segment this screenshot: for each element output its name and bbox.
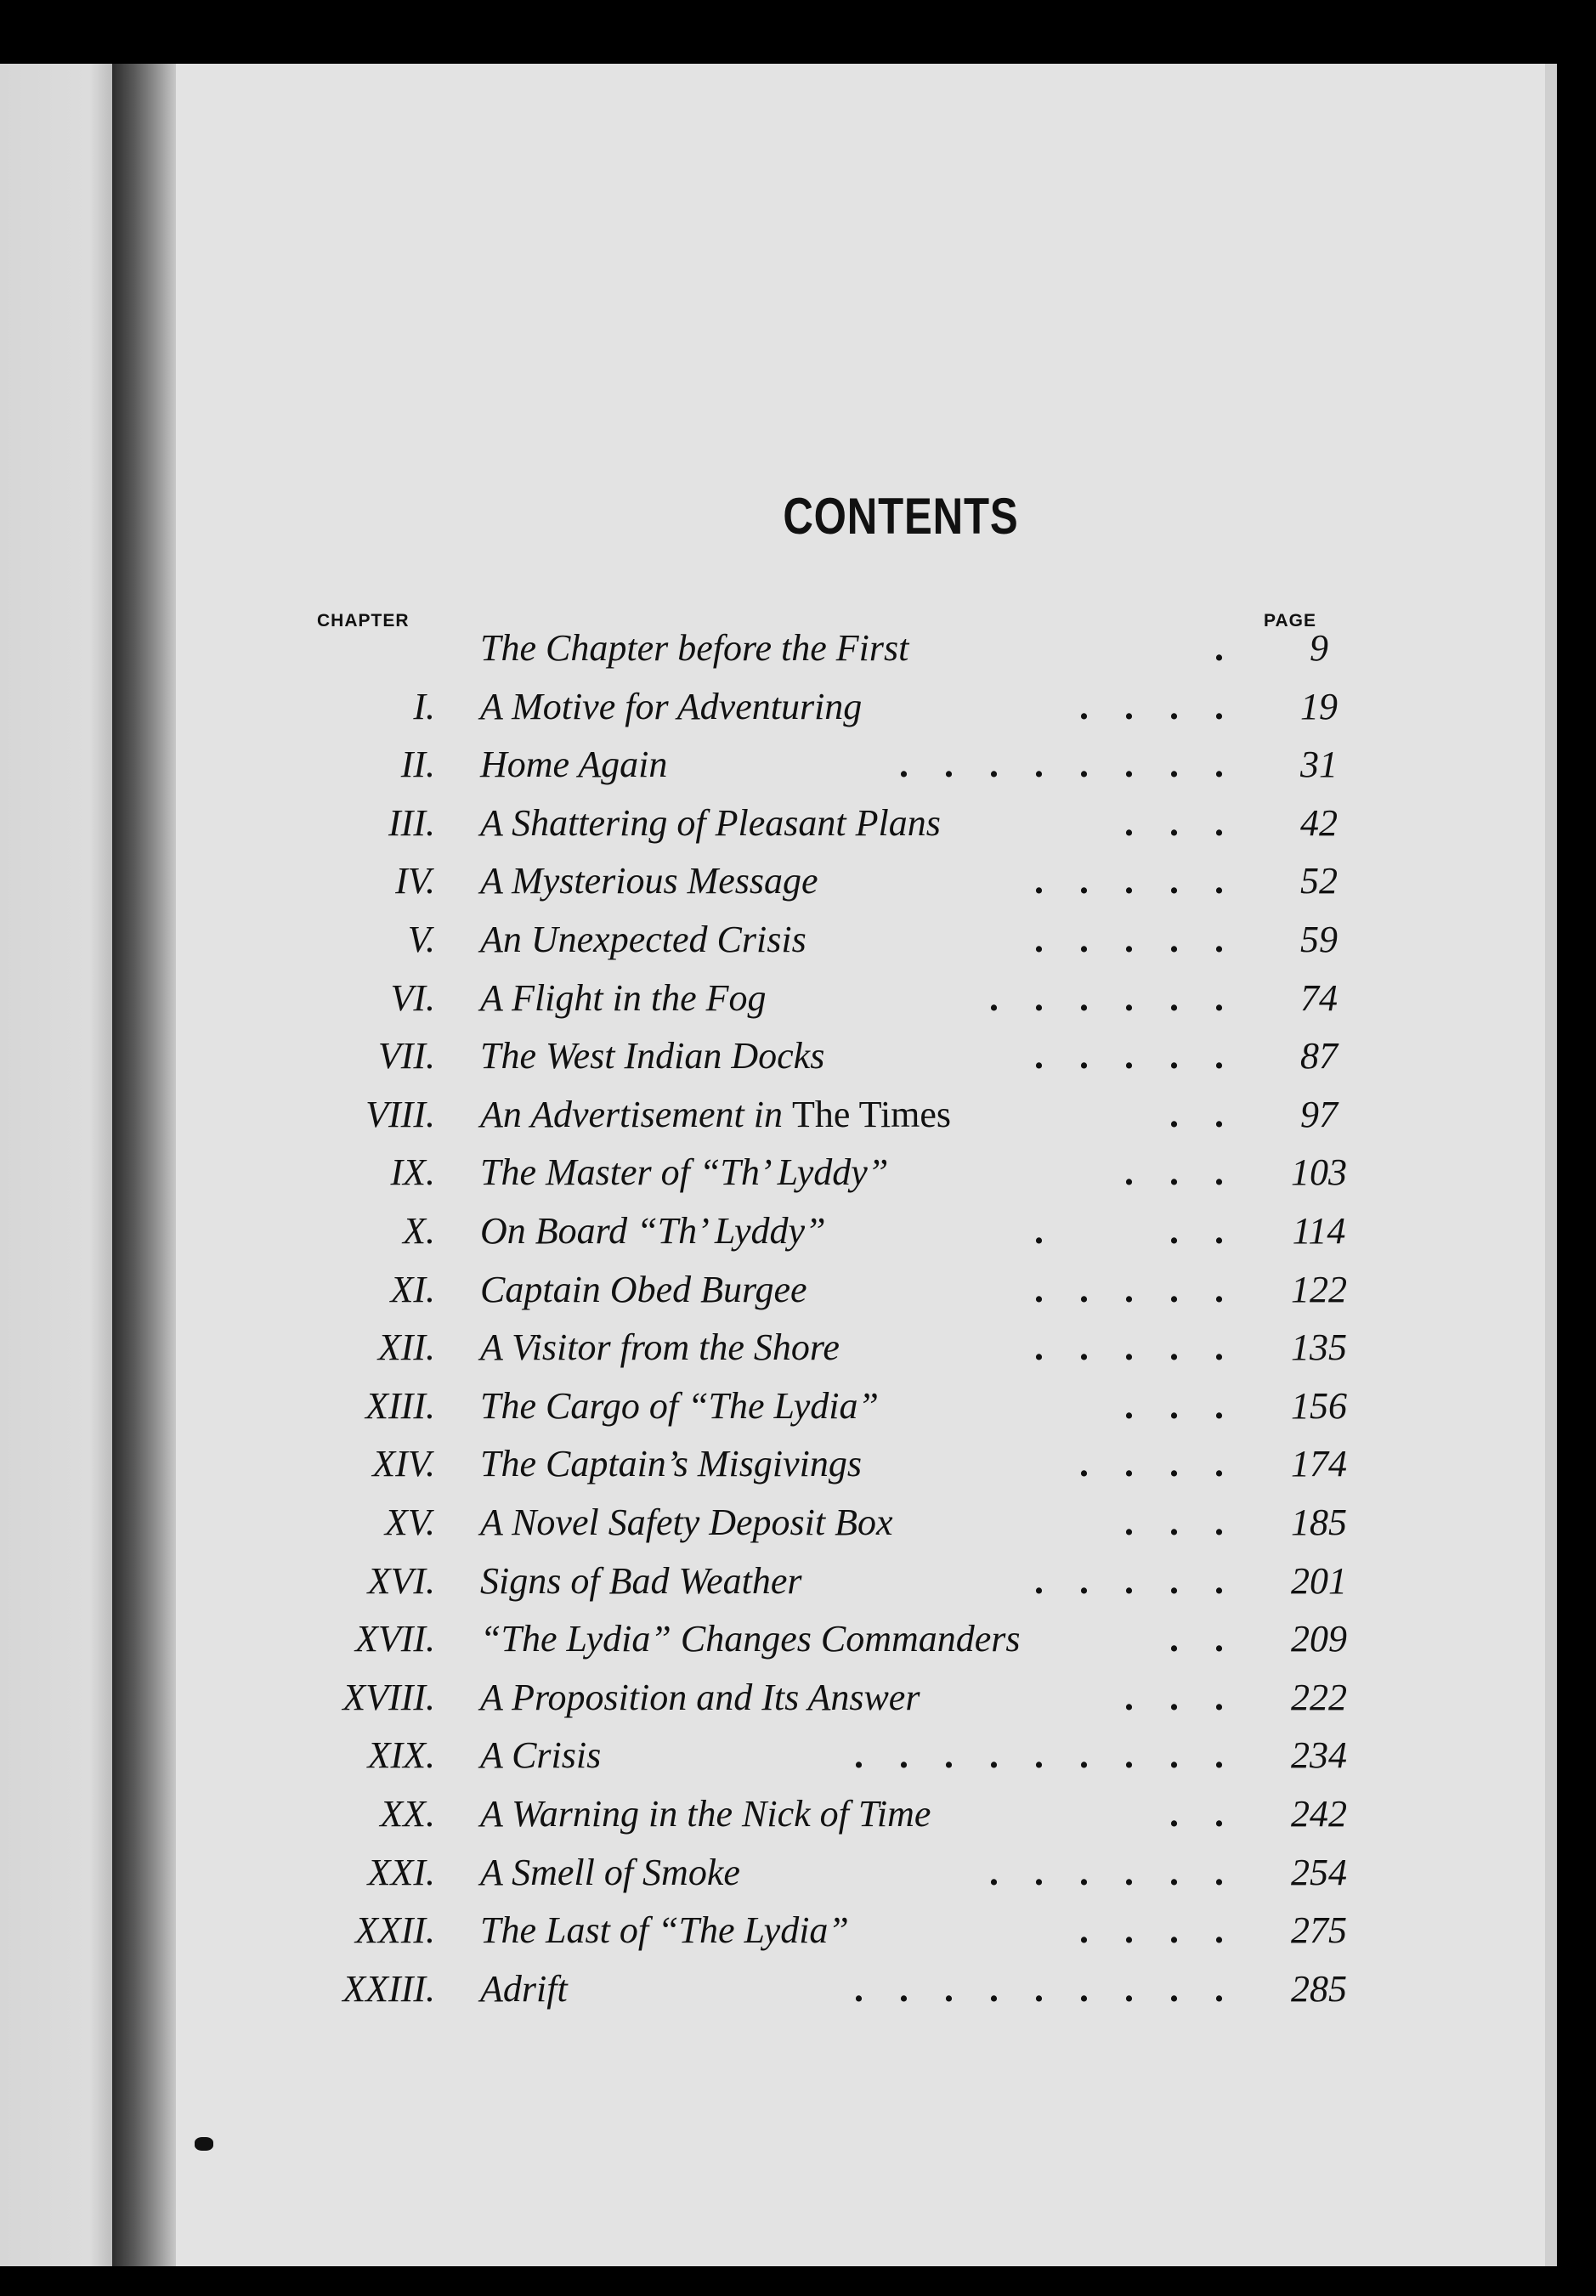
leader-dot: . xyxy=(1124,1151,1134,1194)
leader-dot: . xyxy=(1214,919,1224,960)
toc-entry xyxy=(112,743,1557,800)
leader-dot: . xyxy=(1169,744,1179,786)
page-column-header: PAGE xyxy=(1264,611,1316,631)
toc-entry xyxy=(112,1151,1557,1208)
leader-dot: . xyxy=(1079,1268,1089,1310)
leader-dot: . xyxy=(1214,860,1224,902)
leader-dot: . xyxy=(1214,1151,1224,1194)
chapter-title xyxy=(480,976,767,1020)
page-number: 42 xyxy=(1300,801,1338,844)
leader-dot: . xyxy=(1214,976,1224,1019)
leader-dot: . xyxy=(1214,685,1224,727)
chapter-number: XIV. xyxy=(372,1443,435,1485)
chapter-title-text: A Proposition and Its Answer xyxy=(480,1676,920,1718)
chapter-title xyxy=(480,1209,826,1253)
leader-dot: . xyxy=(1124,919,1134,960)
leader-dot: . xyxy=(1124,1559,1134,1602)
toc-entry xyxy=(112,1326,1557,1383)
chapter-title-text: The Last of “The Lydia” xyxy=(480,1909,849,1952)
leader-dot: . xyxy=(1169,860,1179,902)
chapter-number: IX. xyxy=(390,1151,435,1194)
leader-dot: . xyxy=(1079,1443,1089,1485)
chapter-title-text: An Advertisement in xyxy=(480,1093,792,1135)
toc-entry xyxy=(112,1733,1557,1791)
leader-dot: . xyxy=(1034,1851,1044,1893)
toc-entry xyxy=(112,1851,1557,1909)
leader-dot: . xyxy=(1079,919,1089,960)
leader-dot: . xyxy=(989,1851,999,1893)
toc-entry xyxy=(112,1209,1557,1267)
page-number: 156 xyxy=(1291,1384,1347,1427)
leader-dot: . xyxy=(1124,1734,1134,1777)
leader-dot: . xyxy=(1124,1384,1134,1427)
chapter-number: XIX. xyxy=(367,1734,435,1777)
leader-dot: . xyxy=(944,1734,954,1777)
chapter-title-text: The West Indian Docks xyxy=(480,1035,825,1077)
page-number: 74 xyxy=(1300,976,1338,1019)
page-number: 59 xyxy=(1300,919,1338,960)
chapter-title-text: Home Again xyxy=(480,744,668,786)
toc-entry xyxy=(112,1034,1557,1092)
chapter-title xyxy=(480,1909,849,1952)
toc-entry xyxy=(112,1909,1557,1966)
leader-dot: . xyxy=(1214,1384,1224,1427)
leader-dot: . xyxy=(1079,1967,1089,2010)
leader-dot: . xyxy=(1169,685,1179,727)
chapter-number: X. xyxy=(403,1210,435,1252)
page-number: 87 xyxy=(1300,1035,1338,1077)
chapter-title xyxy=(480,801,941,845)
page-number: 114 xyxy=(1292,1210,1346,1252)
chapter-title-text: On Board “Th’ Lyddy” xyxy=(480,1210,826,1252)
leader-dot: . xyxy=(1079,976,1089,1019)
leader-dot: . xyxy=(989,744,999,786)
chapter-number: III. xyxy=(388,801,435,844)
chapter-title xyxy=(480,1326,840,1369)
chapter-title-text: A Visitor from the Shore xyxy=(480,1326,840,1369)
toc-entry xyxy=(112,1792,1557,1850)
chapter-title xyxy=(480,1792,931,1835)
chapter-title xyxy=(480,626,908,670)
toc-entry xyxy=(112,1967,1557,2025)
page-number: 122 xyxy=(1291,1268,1347,1310)
chapter-title xyxy=(480,859,818,902)
chapter-title-text: Adrift xyxy=(480,1967,568,2010)
leader-dot: . xyxy=(1079,1035,1089,1077)
leader-dot: . xyxy=(1079,860,1089,902)
toc-entry xyxy=(112,1384,1557,1442)
chapter-title-text: “The Lydia” Changes Commanders xyxy=(480,1618,1021,1660)
leader-dot: . xyxy=(1169,1326,1179,1369)
chapter-number: XII. xyxy=(377,1326,435,1369)
leader-dot: . xyxy=(1169,1559,1179,1602)
toc-entry xyxy=(112,1676,1557,1733)
leader-dot: . xyxy=(1169,1967,1179,2010)
leader-dot: . xyxy=(1124,1035,1134,1077)
chapter-title xyxy=(480,1733,601,1777)
leader-dot: . xyxy=(1169,801,1179,844)
leader-dot: . xyxy=(1034,919,1044,960)
leader-dot: . xyxy=(1034,1559,1044,1602)
chapter-number: VII. xyxy=(377,1035,435,1077)
chapter-title xyxy=(480,1851,740,1894)
toc-entry xyxy=(112,918,1557,976)
chapter-title-text: A Warning in the Nick of Time xyxy=(480,1793,931,1835)
leader-dot: . xyxy=(1169,976,1179,1019)
leader-dot: . xyxy=(854,1967,863,2010)
leader-dot: . xyxy=(1169,1384,1179,1427)
leader-dot: . xyxy=(1214,1793,1224,1835)
leader-dot: . xyxy=(1169,1909,1179,1952)
leader-dot: . xyxy=(1214,1210,1224,1252)
leader-dot: . xyxy=(1214,801,1224,844)
leader-dot: . xyxy=(1124,1326,1134,1369)
page-number: 285 xyxy=(1291,1967,1347,2010)
toc-entry xyxy=(112,1442,1557,1500)
leader-dot: . xyxy=(1214,1909,1224,1952)
leader-dot: . xyxy=(1034,1035,1044,1077)
leader-dot: . xyxy=(1034,744,1044,786)
chapter-title-text: A Motive for Adventuring xyxy=(480,685,863,727)
page-number: 52 xyxy=(1300,860,1338,902)
leader-dot: . xyxy=(1034,1326,1044,1369)
chapter-number: XV. xyxy=(384,1501,435,1543)
chapter-title-text: The Chapter before the First xyxy=(480,627,909,669)
leader-dot: . xyxy=(1079,1734,1089,1777)
chapter-title-text: A Smell of Smoke xyxy=(480,1851,740,1893)
chapter-number: XI. xyxy=(390,1268,435,1310)
page-number: 174 xyxy=(1291,1443,1347,1485)
chapter-number: IV. xyxy=(395,860,435,902)
chapter-title xyxy=(480,1034,824,1077)
page-number: 209 xyxy=(1291,1618,1347,1660)
chapter-number: XVIII. xyxy=(342,1676,435,1718)
chapter-number: V. xyxy=(407,919,435,960)
chapter-title-text: A Novel Safety Deposit Box xyxy=(480,1501,893,1543)
page-number: 103 xyxy=(1291,1151,1347,1194)
chapter-title xyxy=(480,1617,1021,1660)
leader-dot: . xyxy=(1169,919,1179,960)
leader-dot: . xyxy=(944,1967,954,2010)
leader-dot: . xyxy=(1214,1268,1224,1310)
leader-dot: . xyxy=(1124,744,1134,786)
chapter-number: I. xyxy=(413,685,435,727)
toc-entry xyxy=(112,626,1557,684)
toc-entry xyxy=(112,801,1557,859)
chapter-number: XXI. xyxy=(367,1851,435,1893)
page-number: 234 xyxy=(1291,1734,1347,1777)
chapter-title xyxy=(480,685,862,728)
leader-dot: . xyxy=(1124,976,1134,1019)
leader-dot: . xyxy=(1124,1851,1134,1893)
leader-dot: . xyxy=(1124,685,1134,727)
leader-dot: . xyxy=(1214,1851,1224,1893)
toc-entry xyxy=(112,1559,1557,1617)
chapter-title-roman-text: The Times xyxy=(792,1093,952,1135)
leader-dot: . xyxy=(854,1734,863,1777)
leader-dot: . xyxy=(1214,1443,1224,1485)
leader-dot: . xyxy=(1214,1093,1224,1135)
leader-dot: . xyxy=(1034,1268,1044,1310)
leader-dot: . xyxy=(1214,1676,1224,1718)
toc-entry xyxy=(112,1268,1557,1326)
leader-dot: . xyxy=(989,1734,999,1777)
leader-dot: . xyxy=(1079,685,1089,727)
leader-dot: . xyxy=(1169,1151,1179,1194)
chapter-number: VI. xyxy=(390,976,435,1019)
leader-dot: . xyxy=(1214,1967,1224,2010)
chapter-number: XXIII. xyxy=(342,1967,435,2010)
leader-dot: . xyxy=(1214,627,1224,669)
leader-dot: . xyxy=(1034,860,1044,902)
chapter-title-text: Captain Obed Burgee xyxy=(480,1268,807,1310)
page-number: 242 xyxy=(1291,1793,1347,1835)
leader-dot: . xyxy=(1214,1618,1224,1660)
leader-dot: . xyxy=(1214,1734,1224,1777)
chapter-title xyxy=(480,1676,920,1719)
chapter-number: II. xyxy=(400,744,435,786)
leader-dot: . xyxy=(1169,1093,1179,1135)
toc-entry xyxy=(112,1617,1557,1675)
chapter-title xyxy=(480,1967,568,2010)
leader-dot: . xyxy=(1034,1734,1044,1777)
leader-dot: . xyxy=(1169,1618,1179,1660)
page-number: 97 xyxy=(1300,1093,1338,1135)
page-number: 254 xyxy=(1291,1851,1347,1893)
leader-dot: . xyxy=(1214,744,1224,786)
leader-dot: . xyxy=(1034,1967,1044,2010)
facing-page-edge xyxy=(0,64,112,2266)
chapter-title xyxy=(480,1151,888,1194)
leader-dot: . xyxy=(989,976,999,1019)
leader-dot: . xyxy=(1079,1559,1089,1602)
chapter-title-text: The Cargo of “The Lydia” xyxy=(480,1384,879,1427)
contents-heading: CONTENTS xyxy=(783,488,1019,545)
leader-dot: . xyxy=(1079,1909,1089,1952)
leader-dot: . xyxy=(944,744,954,786)
chapter-title xyxy=(480,1384,879,1428)
leader-dot: . xyxy=(1124,1268,1134,1310)
leader-dot: . xyxy=(1169,1501,1179,1543)
page-number: 185 xyxy=(1291,1501,1347,1543)
leader-dot: . xyxy=(1079,1851,1089,1893)
toc-entry xyxy=(112,976,1557,1034)
leader-dot: . xyxy=(1124,1501,1134,1543)
chapter-title-text: The Captain’s Misgivings xyxy=(480,1443,863,1485)
toc-entry xyxy=(112,1501,1557,1558)
leader-dot: . xyxy=(899,1734,908,1777)
leader-dot: . xyxy=(899,744,908,786)
chapter-title xyxy=(480,743,667,786)
chapter-title xyxy=(480,1442,862,1485)
leader-dot: . xyxy=(1034,976,1044,1019)
leader-dot: . xyxy=(1124,1443,1134,1485)
leader-dot: . xyxy=(1169,1851,1179,1893)
page-number: 9 xyxy=(1310,627,1328,669)
chapter-title-text: A Flight in the Fog xyxy=(480,976,767,1019)
leader-dot: . xyxy=(1169,1035,1179,1077)
chapter-title-text: A Mysterious Message xyxy=(480,860,818,902)
chapter-number: XVI. xyxy=(367,1559,435,1602)
chapter-number: XVII. xyxy=(354,1618,435,1660)
leader-dot: . xyxy=(1079,1326,1089,1369)
leader-dot: . xyxy=(1169,1210,1179,1252)
chapter-column-header: CHAPTER xyxy=(317,611,410,631)
leader-dot: . xyxy=(1169,1734,1179,1777)
leader-dot: . xyxy=(1124,1909,1134,1952)
leader-dot: . xyxy=(989,1967,999,2010)
leader-dot: . xyxy=(1214,1326,1224,1369)
leader-dot: . xyxy=(1124,801,1134,844)
chapter-title-text: Signs of Bad Weather xyxy=(480,1559,802,1602)
leader-dot: . xyxy=(1169,1793,1179,1835)
leader-dot: . xyxy=(1124,1676,1134,1718)
leader-dot: . xyxy=(1124,860,1134,902)
toc-entry xyxy=(112,685,1557,743)
book-page xyxy=(112,64,1557,2266)
chapter-title-text: The Master of “Th’ Lyddy” xyxy=(480,1151,889,1194)
leader-dot: . xyxy=(1124,1967,1134,2010)
ink-mark xyxy=(195,2137,213,2151)
chapter-number: VIII. xyxy=(365,1093,435,1135)
toc-entry xyxy=(112,859,1557,917)
page-number: 135 xyxy=(1291,1326,1347,1369)
leader-dot: . xyxy=(1169,1268,1179,1310)
leader-dot: . xyxy=(1214,1035,1224,1077)
leader-dot: . xyxy=(1079,744,1089,786)
toc-entry xyxy=(112,1093,1557,1151)
leader-dot: . xyxy=(1214,1559,1224,1602)
chapter-title-text: An Unexpected Crisis xyxy=(480,919,806,960)
chapter-title xyxy=(480,1501,893,1544)
chapter-title xyxy=(480,918,806,961)
page-number: 275 xyxy=(1291,1909,1347,1952)
leader-dot: . xyxy=(899,1967,908,2010)
chapter-title xyxy=(480,1093,951,1136)
chapter-number: XX. xyxy=(380,1793,435,1835)
chapter-number: XIII. xyxy=(365,1384,435,1427)
leader-dot: . xyxy=(1034,1210,1044,1252)
page-number: 31 xyxy=(1300,744,1338,786)
chapter-title-text: A Shattering of Pleasant Plans xyxy=(480,801,941,844)
chapter-title xyxy=(480,1559,801,1603)
page-number: 19 xyxy=(1300,685,1338,727)
leader-dot: . xyxy=(1169,1676,1179,1718)
page-number: 222 xyxy=(1291,1676,1347,1718)
chapter-number: XXII. xyxy=(354,1909,435,1952)
leader-dot: . xyxy=(1214,1501,1224,1543)
page-number: 201 xyxy=(1291,1559,1347,1602)
chapter-title xyxy=(480,1268,807,1311)
leader-dot: . xyxy=(1169,1443,1179,1485)
chapter-title-text: A Crisis xyxy=(480,1734,602,1777)
